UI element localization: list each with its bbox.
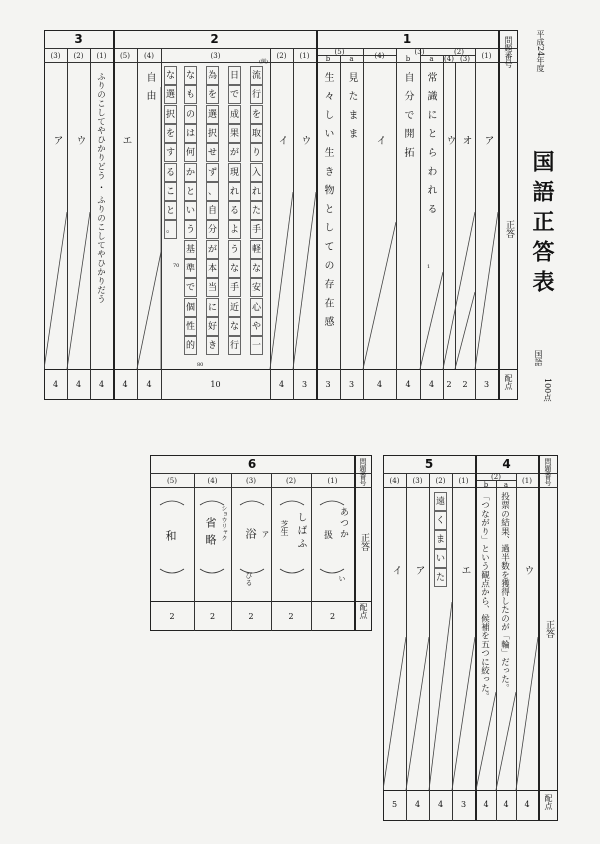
sub-header: (5) bbox=[120, 52, 130, 60]
grid-cell: が bbox=[228, 143, 241, 162]
answer-6-3: 浴 bbox=[244, 528, 257, 539]
question-number-2: 2 bbox=[210, 32, 219, 46]
points: 4 bbox=[524, 800, 530, 809]
grid-cell: な bbox=[184, 66, 197, 85]
grid-cell: 自 bbox=[206, 201, 219, 220]
grid-cell: 択 bbox=[206, 124, 219, 143]
answer-1-5a: 見たまま bbox=[346, 72, 357, 148]
mondai-label: 問題番号 bbox=[544, 458, 552, 486]
row-divider bbox=[383, 790, 558, 791]
question-number-1: 1 bbox=[402, 32, 412, 46]
mondai-label: 問題番号 bbox=[359, 458, 367, 486]
q3-mark-end: 1 bbox=[427, 264, 431, 270]
sub-header: (3) bbox=[414, 48, 425, 56]
grid-cell: と bbox=[184, 182, 197, 201]
grid-cell: な bbox=[228, 317, 241, 336]
answer-4-1: ウ bbox=[522, 565, 533, 575]
ruby-6-3: ア bbox=[261, 530, 270, 538]
points: 4 bbox=[376, 380, 383, 389]
grid-cell: を bbox=[250, 105, 263, 124]
points: 4 bbox=[503, 800, 509, 809]
answer-2-4: 自由 bbox=[144, 72, 155, 108]
sub-header: (2) bbox=[276, 52, 287, 60]
sub-header: a bbox=[503, 481, 509, 489]
sub-header: (2) bbox=[491, 473, 501, 481]
page-title: 国語正答表 bbox=[529, 150, 555, 300]
grid-cell: な bbox=[250, 259, 263, 278]
grid-cell: 当 bbox=[206, 278, 219, 297]
grid-cell: 入 bbox=[250, 163, 263, 182]
grid-cell: 遠 bbox=[434, 492, 447, 511]
answer-3-3: ア bbox=[51, 135, 62, 145]
answer-4-2a: 投票の結果、過半数を獲得したのが「輪」だった。 bbox=[499, 492, 510, 693]
answer-3-1: ふりのこしてやひかりどう ・ ふりのこしてやひかりだう bbox=[95, 72, 106, 304]
grid-cell: 、 bbox=[206, 182, 219, 201]
question-number-3: 3 bbox=[74, 32, 83, 46]
ruby-6-1: 扱 bbox=[322, 530, 332, 539]
answer-5-4: イ bbox=[390, 565, 401, 575]
grid-cell: 準 bbox=[184, 259, 197, 278]
grid-cell: 行 bbox=[250, 85, 263, 104]
points: 5 bbox=[391, 800, 398, 809]
row-divider bbox=[150, 473, 372, 474]
grid-cell: た bbox=[434, 568, 447, 587]
points: 2 bbox=[248, 612, 254, 621]
sub-header: (4) bbox=[374, 52, 385, 60]
answer-5-1: エ bbox=[459, 565, 470, 575]
grid-cell: 好 bbox=[206, 317, 219, 336]
points: 3 bbox=[460, 800, 467, 809]
grid-cell: 流 bbox=[250, 66, 263, 85]
points: 4 bbox=[146, 380, 152, 389]
seitou-label: 正答 bbox=[359, 533, 369, 551]
sub-header: a bbox=[349, 55, 354, 63]
points: 4 bbox=[414, 800, 421, 809]
grid-cell: 心 bbox=[250, 298, 263, 317]
grid-cell: 択 bbox=[164, 105, 177, 124]
grid-cell: い bbox=[434, 549, 447, 568]
group-separator bbox=[354, 455, 356, 631]
grid-cell: ず bbox=[206, 163, 219, 182]
sub-header: b bbox=[325, 55, 331, 63]
grid-cell: れ bbox=[228, 182, 241, 201]
grid-cell: は bbox=[184, 124, 197, 143]
sub-header: (2) bbox=[286, 477, 296, 485]
grid-cell: 本 bbox=[206, 259, 219, 278]
answer-1-5b: 生々しい生き物としての存在感 bbox=[322, 72, 333, 336]
diagonal-strikes bbox=[44, 62, 518, 369]
answer-1-4: イ bbox=[374, 135, 385, 145]
points: 4 bbox=[75, 380, 82, 389]
grid-cell: た bbox=[250, 201, 263, 220]
grid-cell: 日 bbox=[228, 66, 241, 85]
answer-6-2: しばふ bbox=[295, 512, 306, 551]
points: 2 bbox=[169, 612, 175, 621]
answer-1-3a: 常識にとらわれる bbox=[425, 72, 436, 223]
sub-header: (1) bbox=[458, 477, 469, 485]
grid-cell: で bbox=[228, 85, 241, 104]
grid-cell: で bbox=[184, 278, 197, 297]
grid-cell: を bbox=[206, 85, 219, 104]
points: 2 bbox=[446, 380, 452, 389]
ruby-6-2: 芝生 bbox=[280, 520, 289, 536]
grid-cell: 選 bbox=[206, 105, 219, 124]
points: 3 bbox=[483, 380, 490, 389]
grid-cell: に bbox=[206, 298, 219, 317]
answer-1-1: ア bbox=[482, 135, 493, 145]
sub-header: (2) bbox=[435, 477, 446, 485]
points: 4 bbox=[428, 380, 435, 389]
grid-cell: 一 bbox=[250, 336, 263, 355]
grid-cell: る bbox=[164, 163, 177, 182]
grid-cell: 為 bbox=[206, 66, 219, 85]
points: 10 bbox=[210, 380, 221, 389]
sub-header: (4) bbox=[444, 55, 454, 63]
seitou-label: 正答 bbox=[504, 220, 514, 238]
grid-cell: れ bbox=[250, 182, 263, 201]
points: 4 bbox=[52, 380, 59, 389]
sub-header: (5) bbox=[334, 48, 345, 56]
answer-1-3b: 自分で開拓 bbox=[402, 72, 413, 166]
grid-cell: も bbox=[184, 85, 197, 104]
points: 2 bbox=[209, 612, 216, 621]
grid-cell: 手 bbox=[250, 220, 263, 239]
points: 2 bbox=[288, 612, 294, 621]
points: 2 bbox=[329, 612, 336, 621]
sub-header: (4) bbox=[207, 477, 218, 485]
grid-cell: こ bbox=[164, 182, 177, 201]
grid-cell: 。 bbox=[164, 220, 177, 239]
grid-cell: よ bbox=[228, 220, 241, 239]
grid-cell: 行 bbox=[228, 336, 241, 355]
points: 4 bbox=[405, 380, 411, 389]
points: 4 bbox=[437, 800, 444, 809]
haiten-label: 配点 bbox=[504, 374, 513, 390]
grid-cell: 選 bbox=[164, 85, 177, 104]
points: 3 bbox=[325, 380, 331, 389]
grid-cell: 分 bbox=[206, 220, 219, 239]
points: 2 bbox=[462, 380, 468, 389]
sub-header: (1) bbox=[299, 52, 310, 60]
answer-2-2: イ bbox=[276, 135, 287, 145]
grid-cell: い bbox=[184, 201, 197, 220]
question-number-6: 6 bbox=[247, 457, 257, 471]
grid-cell: 軽 bbox=[250, 240, 263, 259]
grid-cell: 手 bbox=[228, 278, 241, 297]
sub-header: (1) bbox=[481, 52, 492, 60]
sub-header: (3) bbox=[246, 477, 256, 485]
grid-cell: や bbox=[250, 317, 263, 336]
grid-cell: う bbox=[184, 220, 197, 239]
year-label: 平成24年度 bbox=[536, 30, 545, 73]
sub-header: (2) bbox=[73, 52, 84, 60]
sub-header: (1) bbox=[522, 477, 532, 485]
grid-cell: く bbox=[434, 511, 447, 530]
grid-cell: 安 bbox=[250, 278, 263, 297]
subject-label: 国語 bbox=[534, 350, 543, 366]
group-separator bbox=[538, 455, 540, 821]
sub-header: (3) bbox=[50, 52, 61, 60]
row-divider bbox=[44, 369, 518, 370]
answer-6-1: あつか bbox=[338, 507, 348, 540]
sub-header: (3) bbox=[412, 477, 423, 485]
row-divider bbox=[383, 473, 558, 474]
grid-mark-mid: 70 bbox=[173, 263, 180, 269]
answer-4-2b: 「つながり」という観点から、候補を五つに絞った。 bbox=[479, 492, 490, 701]
total-points: 100点 bbox=[543, 378, 552, 402]
grid-cell: り bbox=[250, 143, 263, 162]
ruby-6-4: ショウリャク bbox=[220, 505, 227, 541]
sub-header: (4) bbox=[144, 52, 154, 60]
answer-2-5: エ bbox=[120, 135, 131, 145]
grid-cell: 現 bbox=[228, 163, 241, 182]
seitou-label: 正答 bbox=[544, 620, 554, 638]
answer-6-4: 省略 bbox=[204, 517, 217, 551]
grid-cell: な bbox=[228, 259, 241, 278]
diagonal-strikes bbox=[383, 487, 538, 790]
sub-header: (1) bbox=[327, 477, 338, 485]
sub-header: b bbox=[405, 55, 411, 63]
question-number-4: 4 bbox=[502, 457, 511, 471]
points: 4 bbox=[483, 800, 489, 809]
grid-cell: す bbox=[164, 143, 177, 162]
sub-header: (1) bbox=[96, 52, 107, 60]
haiten-label: 配点 bbox=[359, 603, 368, 619]
points: 4 bbox=[122, 380, 128, 389]
grid-cell: ま bbox=[434, 530, 447, 549]
grid-cell: 取 bbox=[250, 124, 263, 143]
answer-1-2-3: オ bbox=[460, 135, 471, 145]
grid-cell: 基 bbox=[184, 240, 197, 259]
suffix-6-3: びる bbox=[245, 572, 253, 586]
grid-cell: 果 bbox=[228, 124, 241, 143]
sub-header: (3) bbox=[210, 52, 221, 60]
mondai-label: 問題番号 bbox=[504, 36, 513, 68]
sub-header: (5) bbox=[167, 477, 177, 485]
grid-cell: せ bbox=[206, 143, 219, 162]
answer-1-2-4: ウ bbox=[444, 135, 455, 145]
grid-cell: 近 bbox=[228, 298, 241, 317]
grid-cell: る bbox=[228, 201, 241, 220]
grid-cell: な bbox=[164, 66, 177, 85]
question-number-5: 5 bbox=[424, 457, 434, 471]
grid-cell: 的 bbox=[184, 336, 197, 355]
points: 4 bbox=[98, 380, 105, 389]
sub-header: (4) bbox=[389, 477, 400, 485]
answer-5-3: ア bbox=[413, 565, 424, 575]
points: 3 bbox=[301, 380, 308, 389]
grid-mark-end: 80 bbox=[197, 362, 204, 368]
sub-header: (3) bbox=[460, 55, 470, 63]
grid-cell: う bbox=[228, 240, 241, 259]
answer-3-2: ウ bbox=[74, 135, 85, 145]
points: 3 bbox=[348, 380, 355, 389]
answer-6-5: 和 bbox=[164, 530, 177, 541]
sub-header: a bbox=[429, 55, 434, 63]
answer-2-1: ウ bbox=[299, 135, 310, 145]
grid-cell: 性 bbox=[184, 317, 197, 336]
sub-header: (2) bbox=[454, 48, 464, 56]
sub-header: b bbox=[483, 481, 489, 489]
grid-cell: か bbox=[184, 163, 197, 182]
suffix-6-1: い bbox=[338, 575, 346, 582]
grid-mark-top: (例) bbox=[259, 59, 268, 65]
points: 4 bbox=[278, 380, 285, 389]
grid-cell: 何 bbox=[184, 143, 197, 162]
row-divider bbox=[150, 601, 372, 602]
grid-cell: と bbox=[164, 201, 177, 220]
grid-cell: を bbox=[164, 124, 177, 143]
grid-cell: 個 bbox=[184, 298, 197, 317]
haiten-label: 配点 bbox=[544, 794, 553, 810]
grid-cell: の bbox=[184, 105, 197, 124]
grid-cell: 成 bbox=[228, 105, 241, 124]
grid-cell: き bbox=[206, 336, 219, 355]
grid-cell: が bbox=[206, 240, 219, 259]
